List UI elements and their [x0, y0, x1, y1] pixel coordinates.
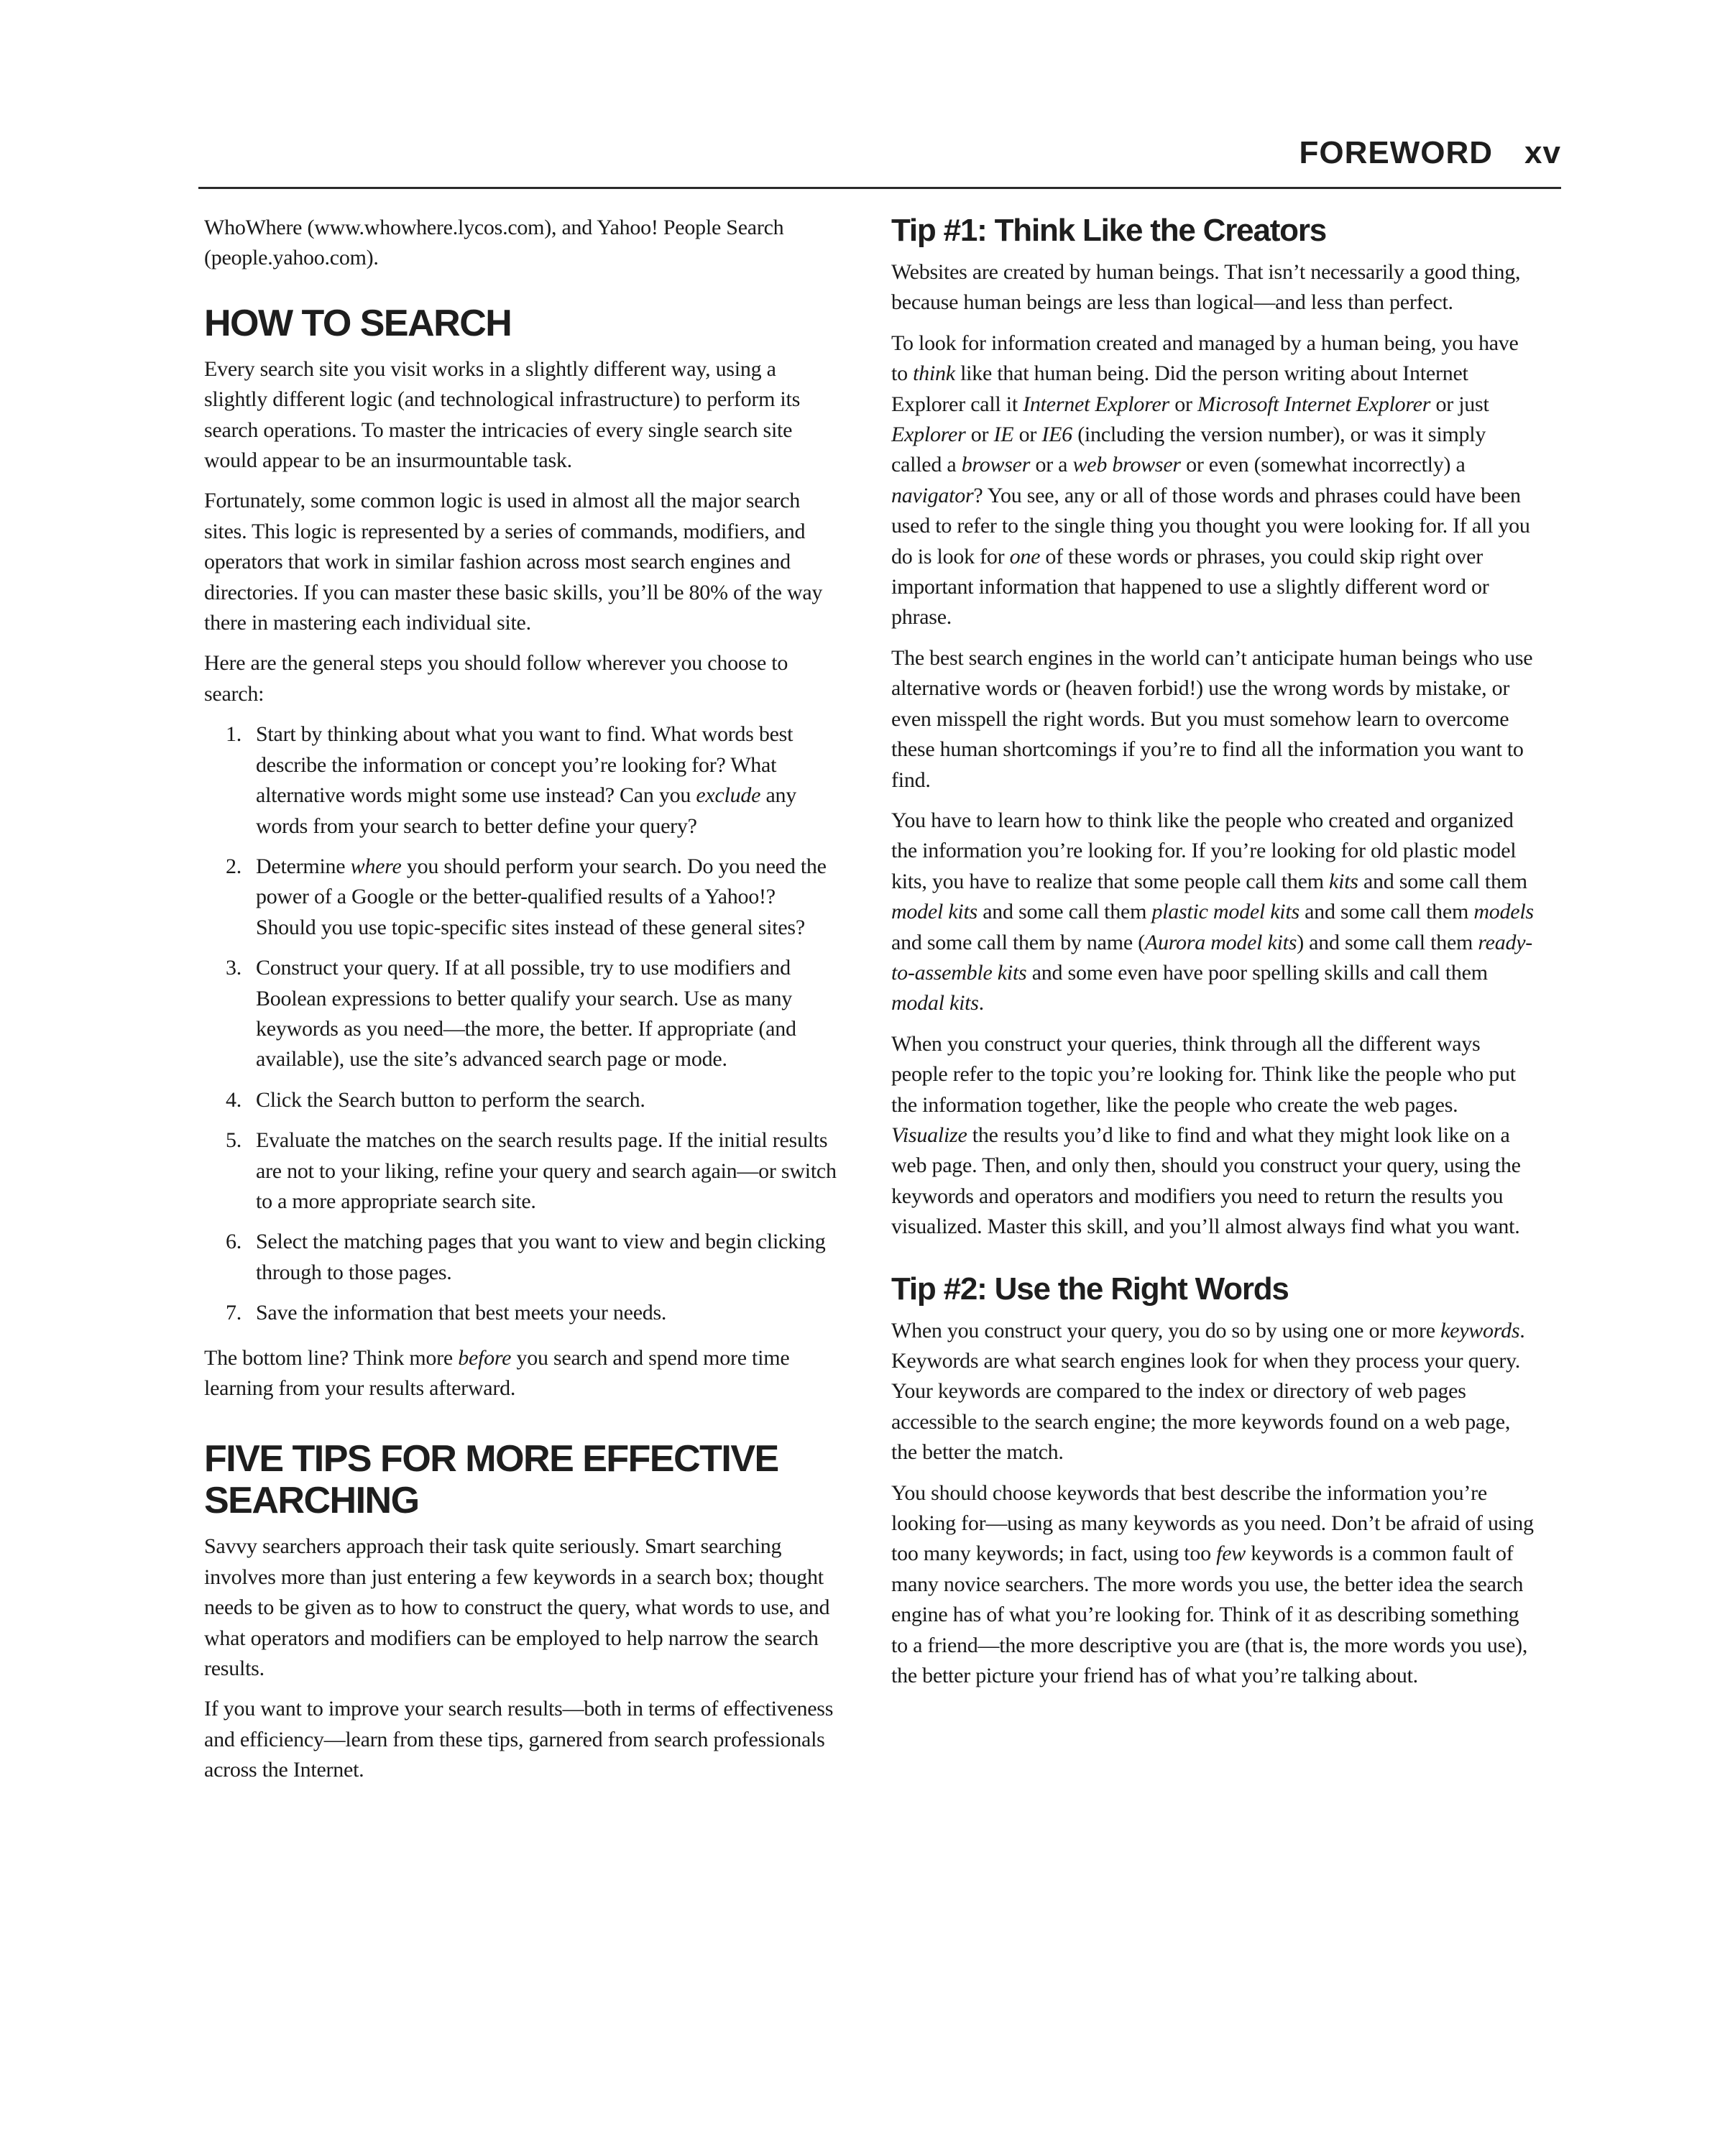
search-steps-list	[204, 719, 837, 1328]
list-item-number: 2.	[226, 854, 242, 878]
list-item-number: 4.	[226, 1087, 242, 1112]
tip-2-heading: Tip #2: Use the Right Words	[891, 1271, 1289, 1307]
tip-1-paragraph-4: You have to learn how to think like the people who created and organized the information you’re looking for. If you’re looking for old plastic model kits, you have to realize that some people call them kits and some call them model kits and some call them plastic model kits and some call them models and some call them by name (Aurora model kits) and some call them ready-to-assemble kits and some even have poor spelling skills and call them modal kits.	[891, 808, 1534, 1015]
tip-1-paragraph-5: When you construct your queries, think through all the different ways people refer to the topic you’re looking for. Think like the people who put the information together, like the people who create the web pages. Visualize the results you’d like to find and what they might look like on a web page. Then, and only then, should you construct your query, using the keywords and operators and modifiers you need to return the results you visualized. Master this skill, and you’ll almost always find what you want.	[891, 1031, 1521, 1239]
left-column	[204, 213, 837, 1796]
list-item-text: Construct your query. If at all possible, try to use modifiers and Boolean expressions to better qualify your search. Use as many keywords as you need—the more, the better. If appropriate (and available), use the site’s advanced search page or mode.	[256, 956, 796, 1072]
list-item-text: Evaluate the matches on the search results page. If the initial results are not to your liking, refine your query and search again—or switch to a more appropriate search site.	[256, 1128, 837, 1213]
list-item	[204, 852, 837, 943]
tip-2-paragraph-1: When you construct your query, you do so by using one or more keywords. Keywords are what search engines look for when they process your query. Your keywords are compared to the index or directory of web pages accessible to the search engine; the more keywords found on a web page, the better the match.	[891, 1318, 1525, 1465]
right-column	[891, 213, 1538, 1701]
list-item-text: Select the matching pages that you want to view and begin clicking through to those pages.	[256, 1230, 826, 1284]
tip-1-heading: Tip #1: Think Like the Creators	[891, 213, 1327, 248]
how-to-search-paragraph-3: Here are the general steps you should follow wherever you choose to search:	[204, 651, 788, 706]
list-item-text: Click the Search button to perform the search.	[256, 1087, 645, 1112]
list-item-number: 7.	[226, 1301, 242, 1325]
list-item-number: 5.	[226, 1128, 242, 1153]
list-item-number: 3.	[226, 956, 242, 980]
section-title: FOREWORD	[1299, 135, 1494, 170]
bottom-line-paragraph: The bottom line? Think more before you search and spend more time learning from your results afterward.	[204, 1345, 790, 1400]
how-to-search-paragraph-2: Fortunately, some common logic is used in almost all the major search sites. This logic is represented by a series of commands, modifiers, and operators that work in similar fashion across most search engines and directories. If you can master these basic skills, you’ll be 80% of the way there in mastering each individual site.	[204, 489, 823, 635]
intro-paragraph: WhoWhere (www.whowhere.lycos.com), and Yahoo! People Search (people.yahoo.com).	[204, 216, 784, 270]
tip-1-paragraph-2: To look for information created and managed by a human being, you have to think like that human being. Did the person writing about Internet Explorer call it Internet Explorer or Microsoft Internet Explorer or just Explorer or IE or IE6 (including the version number), or was it simply called a browser or a web browser or even (somewhat incorrectly) a navigator? You see, any or all of those words and phrases could have been used to refer to the single thing you thought you were looking for. If all you do is look for one of these words or phrases, you could skip right over important information that happened to use a slightly different word or phrase.	[891, 331, 1530, 630]
list-item-text: Determine where you should perform your search. Do you need the power of a Google or the better-qualified results of a Yahoo!? Should you use topic-specific sites instead of these general sites?	[256, 854, 827, 939]
five-tips-paragraph-2: If you want to improve your search results—both in terms of effectiveness and efficiency—learn from these tips, garnered from search professionals across the Internet.	[204, 1697, 834, 1782]
list-item-number: 6.	[226, 1230, 242, 1254]
how-to-search-paragraph-1: Every search site you visit works in a slightly different way, using a slightly different logic (and technological infrastructure) to perform its search operations. To master the intricacies of every single search site would appear to be an insurmountable task.	[204, 356, 801, 473]
five-tips-heading: FIVE TIPS FOR MORE EFFECTIVE SEARCHING	[204, 1438, 778, 1522]
tip-2-paragraph-2: You should choose keywords that best describe the information you’re looking for—using as many keywords as you need. Don’t be afraid of using too many keywords; in fact, using too few keywords is a common fault of many novice searchers. The more words you use, the better idea the search engine has of what you’re looking for. Think of it as describing something to a friend—the more descriptive you are (that is, the more words you use), the better picture your friend has of what you’re talking about.	[891, 1480, 1534, 1688]
list-item-text: Start by thinking about what you want to find. What words best describe the information or concept you’re looking for? What alternative words might some use instead? Can you exclude any words from your search to better define your query?	[256, 722, 797, 838]
list-item	[204, 1227, 837, 1288]
list-item	[204, 1085, 837, 1115]
list-item	[204, 1125, 837, 1217]
tip-1-paragraph-3: The best search engines in the world can’t anticipate human beings who use alternative words or (heaven forbid!) use the wrong words by mistake, or even misspell the right words. But you must somehow learn to overcome these human shortcomings if you’re to find all the information you want to find.	[891, 645, 1533, 792]
list-item-number: 1.	[226, 722, 242, 747]
list-item	[204, 1298, 837, 1328]
five-tips-paragraph-1: Savvy searchers approach their task quite seriously. Smart searching involves more than just entering a few keywords in a search box; thought needs to be given as to how to construct the query, what words to use, and what operators and modifiers can be employed to help narrow the search results.	[204, 1534, 830, 1681]
list-item	[204, 953, 837, 1075]
how-to-search-heading: HOW TO SEARCH	[204, 302, 512, 344]
tip-1-paragraph-1: Websites are created by human beings. That isn’t necessarily a good thing, because human beings are less than logical—and less than perfect.	[891, 260, 1521, 315]
list-item-text: Save the information that best meets your needs.	[256, 1301, 667, 1325]
page-number: xv	[1524, 135, 1561, 170]
list-item	[204, 719, 837, 842]
running-header	[198, 122, 1561, 189]
running-head-text	[1300, 135, 1561, 171]
